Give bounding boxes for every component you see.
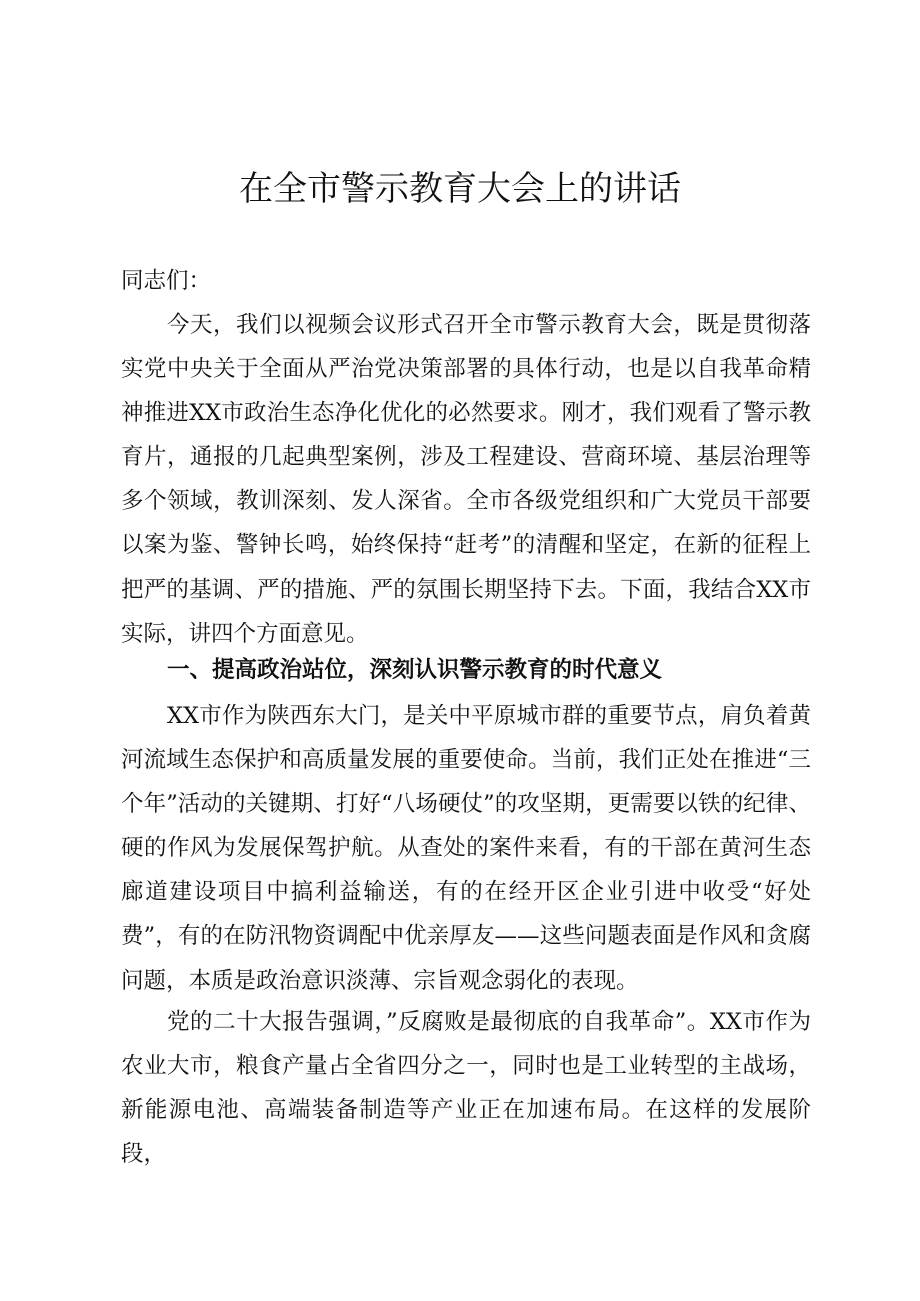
paragraph-section-1: XX市作为陕西东大门，是关中平原城市群的重要节点，肩负着黄河流域生态保护和高质量发展的重要使命。当前，我们正处在推进“三个年”活动的关键期、打好“八场硬仗”的攻坚期，更需要以铁的纪律、硬的作风为发展保驾护航。从查处的案件来看，有的干部在黄河生态廊道建设项目中搞利益输送，有的在经开区企业引进中收受“好处费”，有的在防汛物资调配中优亲厚友——这些问题表面是作风和贪腐问题，本质是政治意识淡薄、宗旨观念弱化的表现。 [121, 703, 811, 994]
section-heading-1: 一、提高政治站位，深刻认识警示教育的时代意义 [167, 657, 663, 683]
document-title: 在全市警示教育大会上的讲话 [239, 169, 681, 209]
paragraph-section-2: 党的二十大报告强调，”反腐败是最彻底的自我革命”。XX市作为农业大市，粮食产量占全省四分之一，同时也是工业转型的主战场，新能源电池、高端装备制造等产业正在加速布局。在这样的发展阶段， [121, 1009, 811, 1168]
paragraph-intro: 今天，我们以视频会议形式召开全市警示教育大会，既是贯彻落实党中央关于全面从严治党决策部署的具体行动，也是以自我革命精神推进XX市政治生态净化优化的必然要求。刚才，我们观看了警示教育片，通报的几起典型案例，涉及工程建设、营商环境、基层治理等多个领域，教训深刻、发人深省。全市各级党组织和广大党员干部要以案为鉴、警钟长鸣，始终保持“赶考”的清醒和坚定，在新的征程上把严的基调、严的措施、严的氛围长期坚持下去。下面，我结合XX市实际，讲四个方面意见。 [121, 312, 811, 647]
salutation: 同志们： [121, 268, 212, 294]
